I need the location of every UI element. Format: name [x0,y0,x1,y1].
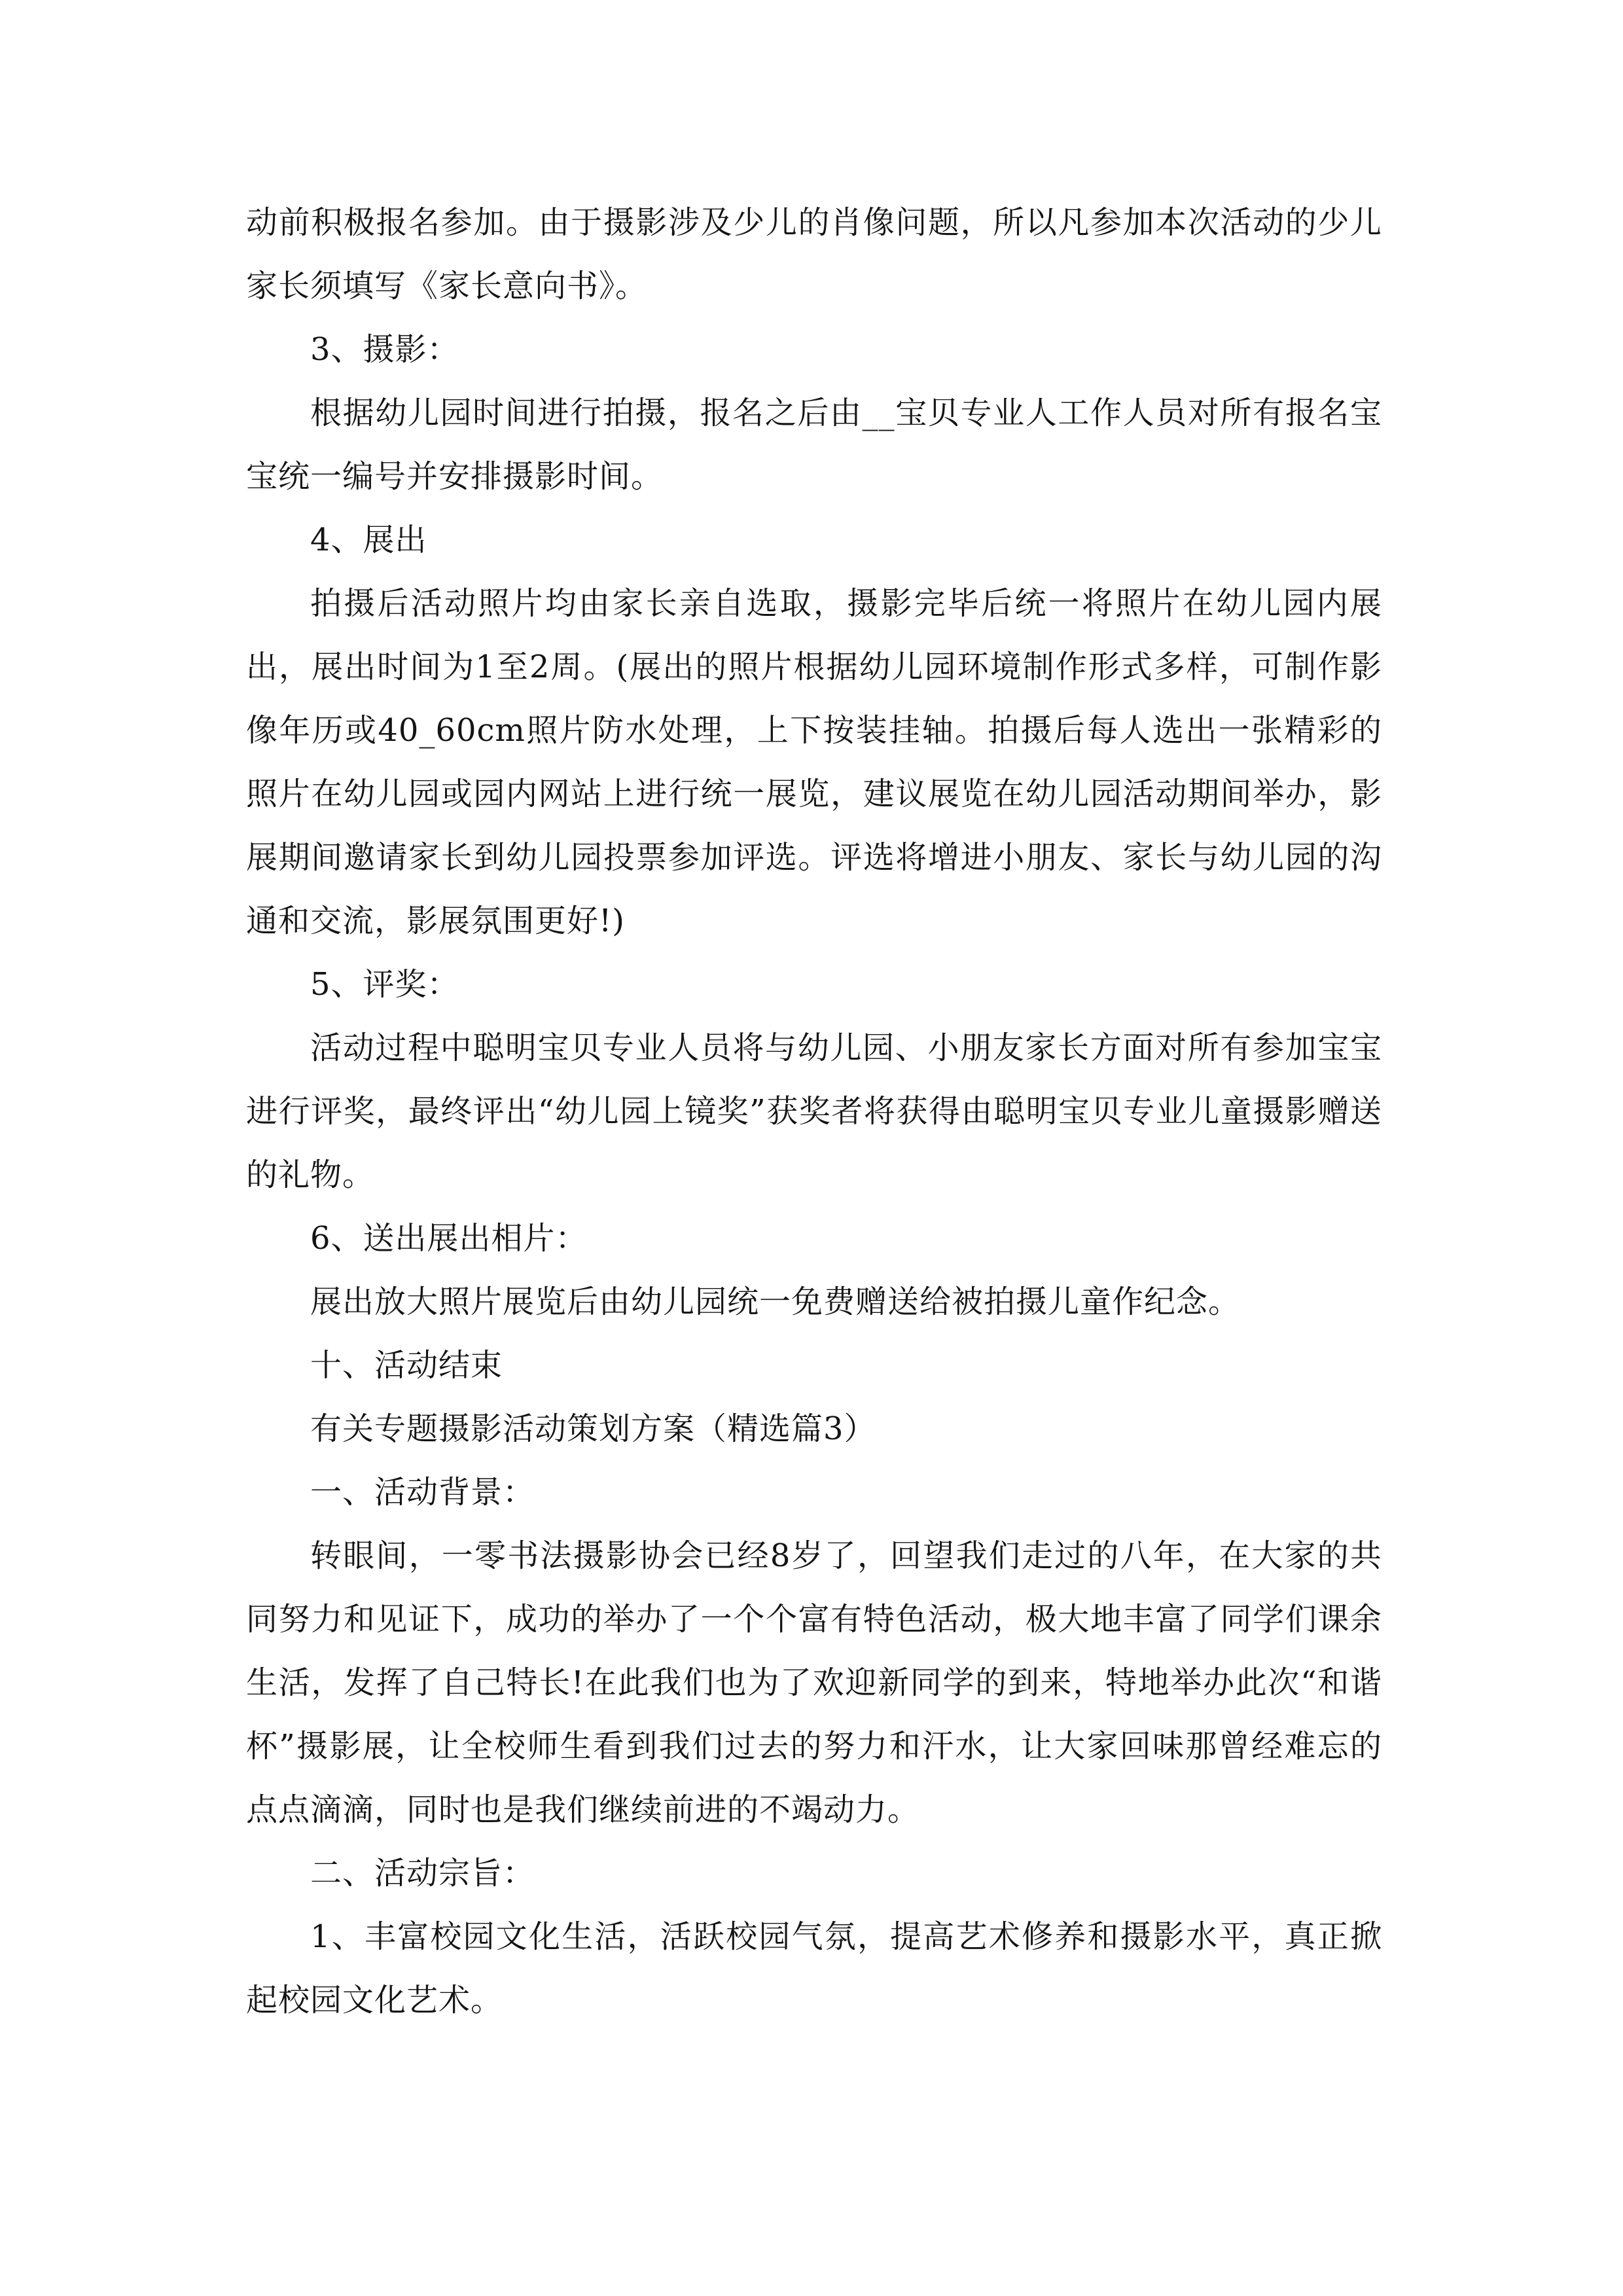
paragraph-background: 转眼间，一零书法摄影协会已经8岁了，回望我们走过的八年，在大家的共同努力和见证下，成功的举办了一个个富有特色活动，极大地丰富了同学们课余生活，发挥了自己特长!在此我们也为了欢迎新同学的到来，特地举办此次“和谐杯”摄影展，让全校师生看到我们过去的努力和汗水，让大家回味那曾经难忘的点点滴滴，同时也是我们继续前进的不竭动力。 [246,1537,1382,1828]
document-body [246,191,1382,2032]
section-heading-activity-end: 十、活动结束 [310,1347,503,1384]
paragraph-purpose-1: 1、丰富校园文化生活，活跃校园气氛，提高艺术修养和摄影水平，真正掀起校园文化艺术。 [246,1918,1382,2018]
section-heading-send-photos: 6、送出展出相片： [310,1220,588,1257]
section-heading-background: 一、活动背景： [310,1474,535,1511]
section-heading-photography: 3、摄影： [310,331,459,368]
section-heading-exhibition: 4、展出 [310,522,427,558]
paragraph-photography: 根据幼儿园时间进行拍摄，报名之后由__宝贝专业人工作人员对所有报名宝宝统一编号并安排摄影时间。 [246,395,1382,495]
section-heading-awards: 5、评奖： [310,966,459,1003]
section-heading-purpose: 二、活动宗旨： [310,1855,535,1892]
paragraph-send-photos: 展出放大照片展览后由幼儿园统一免费赠送给被拍摄儿童作纪念。 [310,1283,1241,1320]
paragraph-exhibition: 拍摄后活动照片均由家长亲自选取，摄影完毕后统一将照片在幼儿园内展出，展出时间为1至2周。(展出的照片根据幼儿园环境制作形式多样，可制作影像年历或40_60cm照片防水处理，上下按装挂轴。拍摄后每人选出一张精彩的照片在幼儿园或园内网站上进行统一展览，建议展览在幼儿园活动期间举办，影展期间邀请家长到幼儿园投票参加评选。评选将增进小朋友、家长与幼儿园的沟通和交流，影展氛围更好!) [246,585,1382,939]
document-subtitle-plan-3: 有关专题摄影活动策划方案（精选篇3） [310,1410,876,1447]
paragraph-awards: 活动过程中聪明宝贝专业人员将与幼儿园、小朋友家长方面对所有参加宝宝进行评奖，最终评出“幼儿园上镜奖”获奖者将获得由聪明宝贝专业儿童摄影赠送的礼物。 [246,1030,1382,1193]
paragraph-registration-continued: 动前积极报名参加。由于摄影涉及少儿的肖像问题，所以凡参加本次活动的少儿家长须填写《家长意向书》。 [246,204,1382,304]
